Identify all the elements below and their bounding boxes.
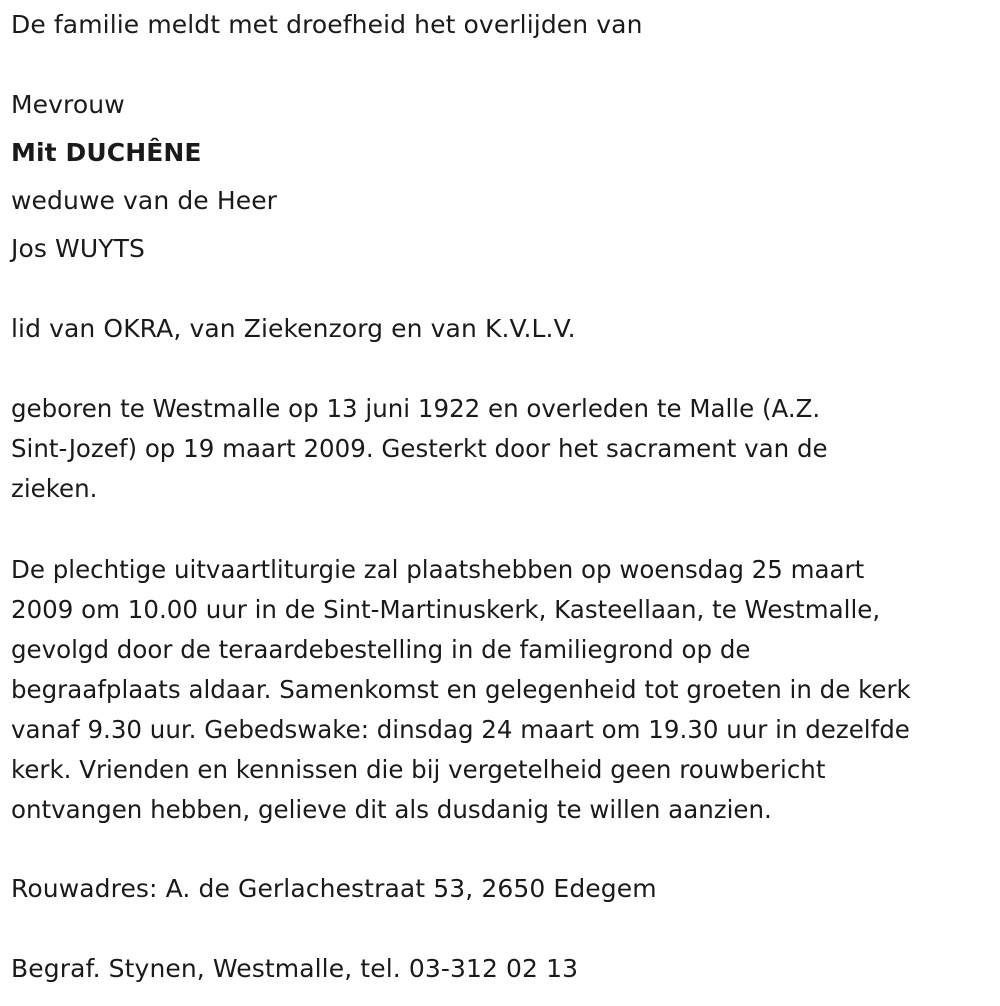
deceased-name: Mit DUCHÊNE: [11, 138, 202, 167]
relation-text: weduwe van de Heer: [11, 186, 278, 215]
paragraph-line: vanaf 9.30 uur. Gebedswake: dinsdag 24 maart om 19.30 uur in dezelfde: [11, 715, 910, 744]
paragraph-line: ontvangen hebben, gelieve dit als dusdanig te willen aanzien.: [11, 795, 772, 824]
paragraph-line: Sint-Jozef) op 19 maart 2009. Gesterkt door het sacrament van de: [11, 434, 828, 463]
birth-death-paragraph: [11, 389, 996, 509]
membership-text: lid van OKRA, van Ziekenzorg en van K.V.L.V.: [11, 314, 576, 343]
undertaker-text: Begraf. Stynen, Westmalle, tel. 03-312 02 13: [11, 954, 579, 983]
spouse-name: Jos WUYTS: [11, 234, 145, 263]
paragraph-line: begraafplaats aldaar. Samenkomst en gelegenheid tot groeten in de kerk: [11, 675, 911, 704]
paragraph-line: geboren te Westmalle op 13 juni 1922 en overleden te Malle (A.Z.: [11, 394, 821, 423]
paragraph-line: 2009 om 10.00 uur in de Sint-Martinuskerk, Kasteellaan, te Westmalle,: [11, 595, 881, 624]
paragraph-line: zieken.: [11, 474, 98, 503]
funeral-paragraph: [11, 550, 996, 830]
address-text: Rouwadres: A. de Gerlachestraat 53, 2650 Edegem: [11, 874, 657, 903]
salutation: Mevrouw: [11, 90, 125, 119]
paragraph-line: kerk. Vrienden en kennissen die bij vergetelheid geen rouwbericht: [11, 755, 826, 784]
paragraph-line: gevolgd door de teraardebestelling in de familiegrond op de: [11, 635, 751, 664]
intro-text: De familie meldt met droefheid het overlijden van: [11, 10, 643, 39]
paragraph-line: De plechtige uitvaartliturgie zal plaatshebben op woensdag 25 maart: [11, 555, 865, 584]
